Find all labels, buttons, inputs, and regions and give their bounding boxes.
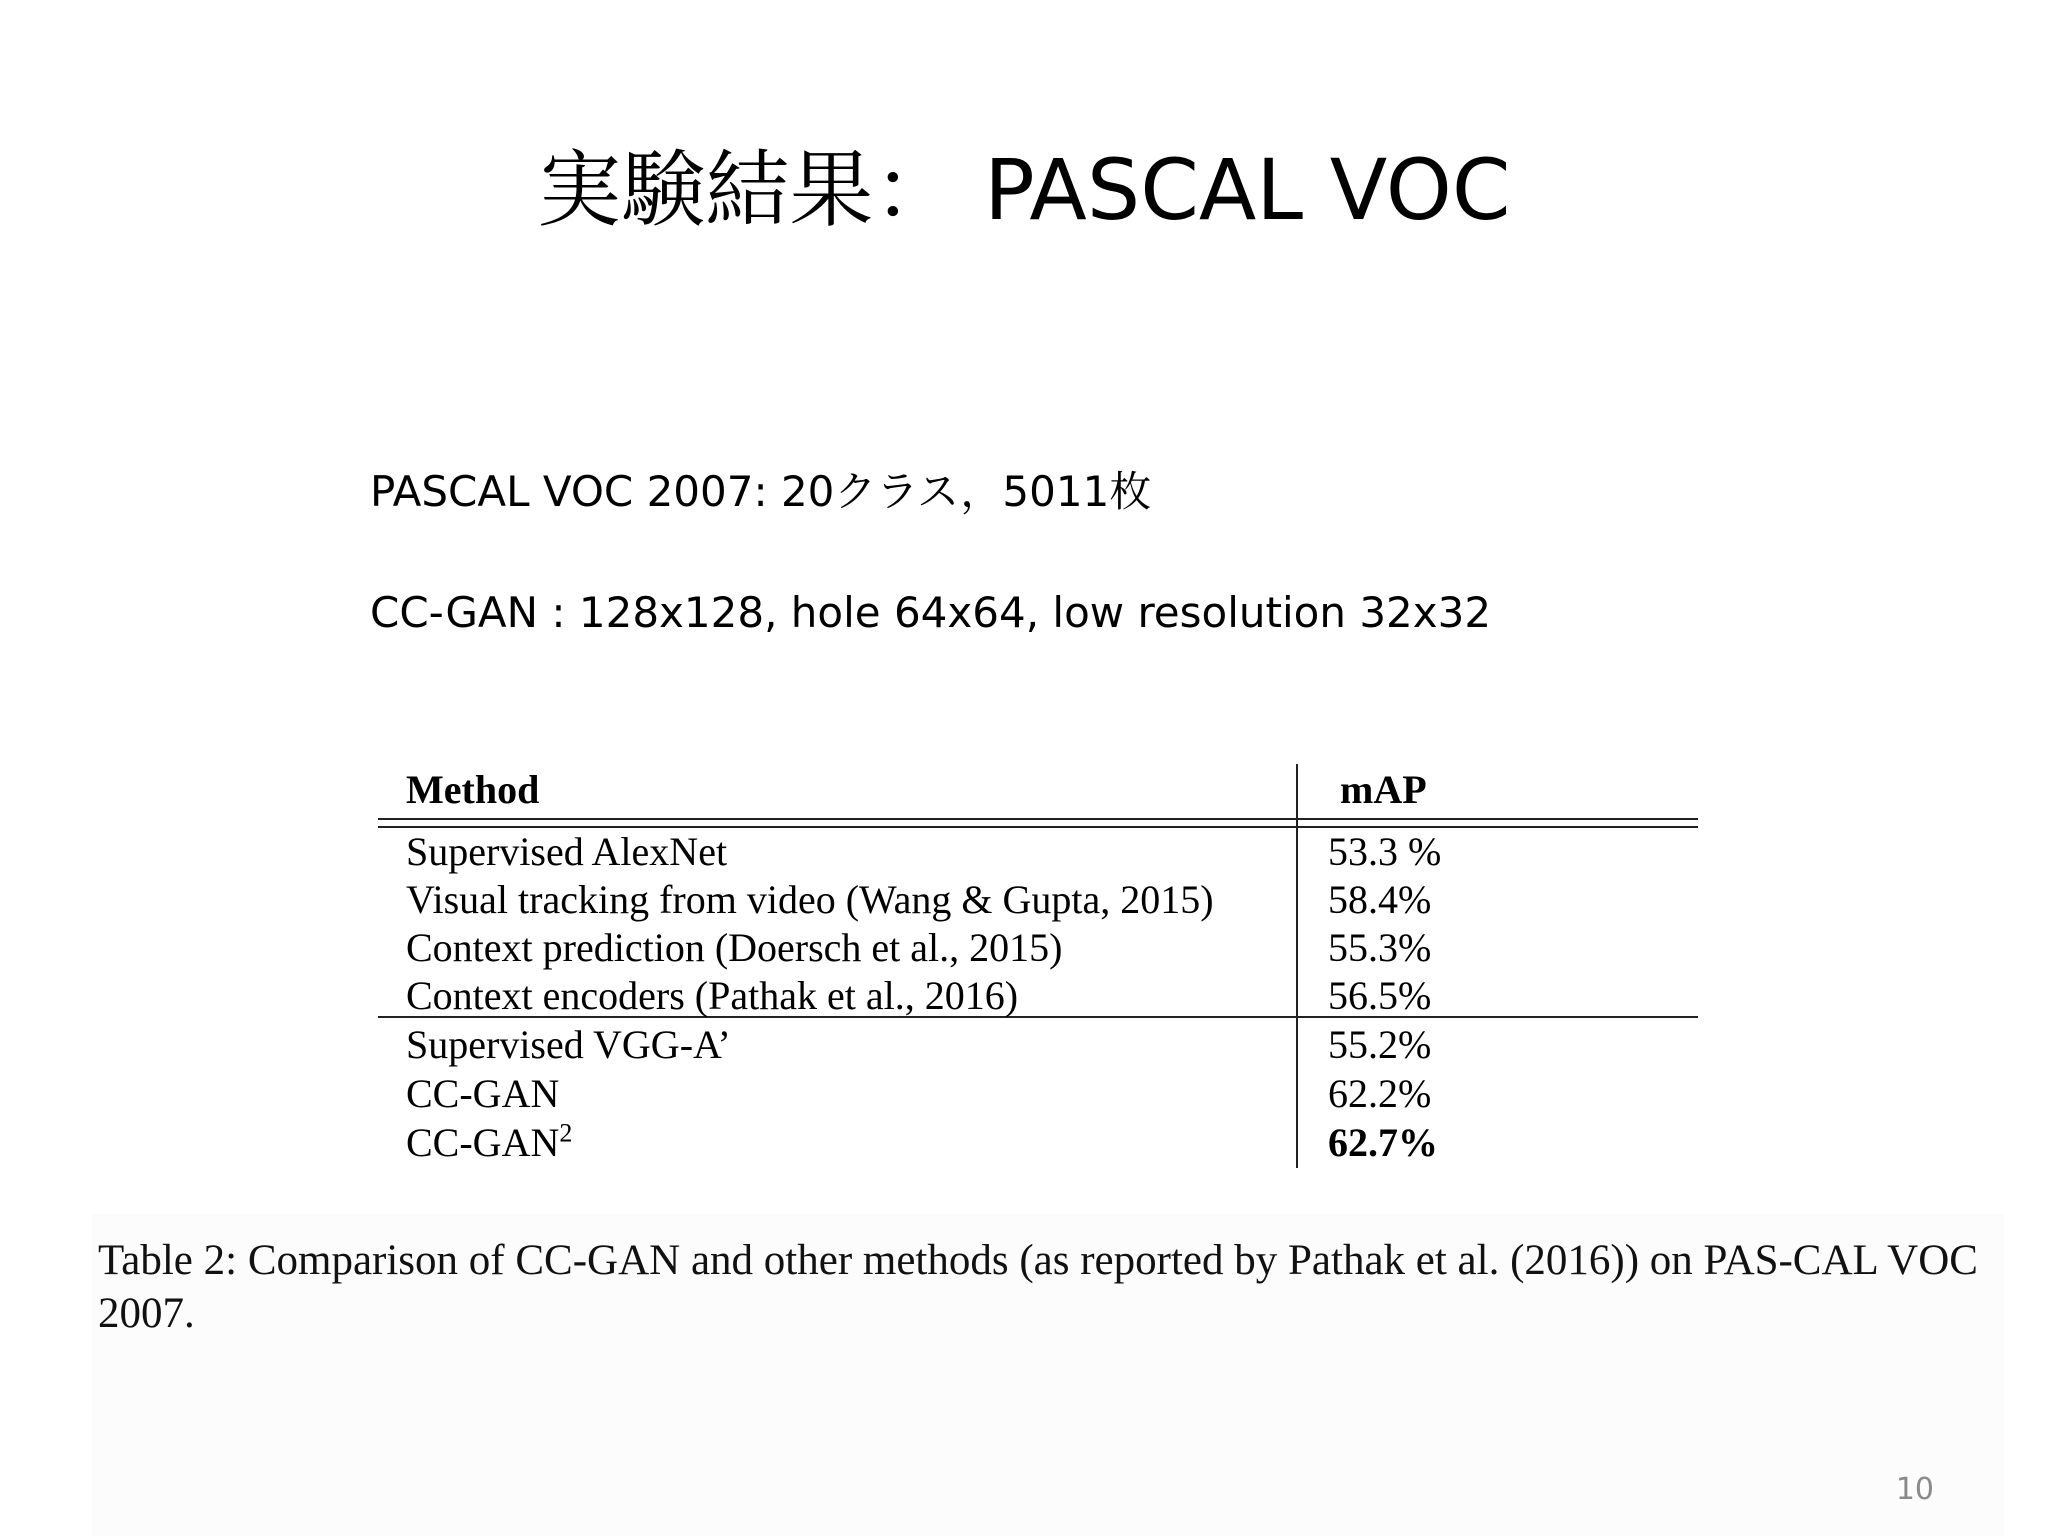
table-row (378, 1070, 1698, 1118)
table-row (378, 876, 1698, 924)
method-cell: CC-GAN (406, 1071, 560, 1116)
method-cell: Context prediction (Doersch et al., 2015) (406, 925, 1063, 970)
method-cell: Context encoders (Pathak et al., 2016) (406, 973, 1019, 1018)
method-cell: Supervised VGG-A’ (406, 1022, 731, 1067)
method-superscript: 2 (559, 1118, 573, 1148)
table-row (378, 828, 1698, 876)
map-cell: 53.3 % (1328, 829, 1442, 874)
method-cell: Visual tracking from video (Wang & Gupta, 2015) (406, 877, 1214, 922)
model-config-info: CC-GAN : 128x128, hole 64x64, low resolution 32x32 (370, 588, 1492, 637)
header-rule-top (378, 818, 1698, 820)
map-cell-best: 62.7% (1328, 1120, 1438, 1165)
method-text: CC-GAN (406, 1120, 560, 1165)
table-row (378, 1119, 1698, 1167)
results-table (378, 764, 1698, 1174)
method-cell: Supervised AlexNet (406, 829, 728, 874)
map-cell: 58.4% (1328, 877, 1432, 922)
method-cell (406, 1119, 572, 1167)
page-number: 10 (1895, 1472, 1934, 1507)
map-cell: 62.2% (1328, 1071, 1432, 1116)
table-row (378, 924, 1698, 972)
column-header-map: mAP (1340, 767, 1427, 812)
table-caption: Table 2: Comparison of CC-GAN and other methods (as reported by Pathak et al. (2016)) on PAS-CAL VOC 2007. (98, 1237, 1978, 1337)
column-header-method: Method (406, 767, 540, 812)
map-cell: 56.5% (1328, 973, 1432, 1018)
map-cell: 55.2% (1328, 1022, 1432, 1067)
map-cell: 55.3% (1328, 925, 1432, 970)
table-row (378, 1021, 1698, 1069)
table-row (378, 972, 1698, 1020)
dataset-info: PASCAL VOC 2007: 20クラス，5011枚 (370, 467, 1152, 516)
slide-title: 実験結果： PASCAL VOC (537, 141, 1511, 239)
